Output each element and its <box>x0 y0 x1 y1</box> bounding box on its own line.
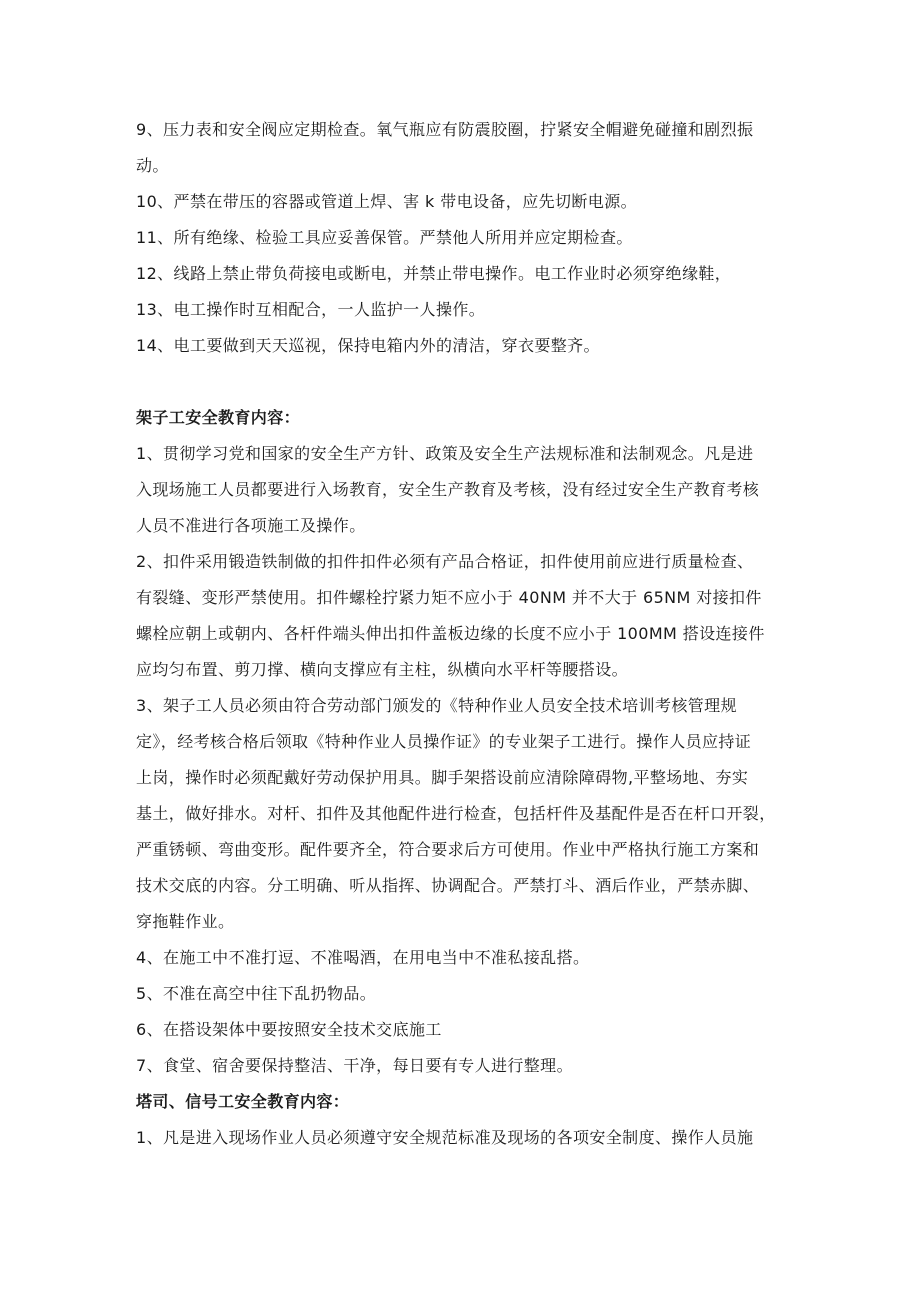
paragraph-line: 3、架子工人员必须由符合劳动部门颁发的《特种作业人员安全技术培训考核管理规 <box>136 696 737 715</box>
paragraph-line: 入现场施工人员都要进行入场教育，安全生产教育及考核，没有经过安全生产教育考核 <box>136 480 760 499</box>
paragraph-line: 1、贯彻学习党和国家的安全生产方针、政策及安全生产法规标准和法制观念。凡是进 <box>136 444 754 463</box>
paragraph-line: 4、在施工中不准打逗、不准喝酒，在用电当中不准私接乱搭。 <box>136 948 590 967</box>
paragraph-line: 10、严禁在带压的容器或管道上焊、害 k 带电设备，应先切断电源。 <box>136 192 637 211</box>
section-heading: 架子工安全教育内容： <box>136 408 301 427</box>
paragraph-line: 12、线路上禁止带负荷接电或断电，并禁止带电操作。电工作业时必须穿绝缘鞋， <box>136 264 732 283</box>
paragraph-line: 有裂缝、变形严禁使用。扣件螺栓拧紧力矩不应小于 40NM 并不大于 65NM 对接扣件 <box>136 588 762 607</box>
paragraph-line: 7、食堂、宿舍要保持整洁、干净，每日要有专人进行整理。 <box>136 1056 573 1075</box>
paragraph-line: 人员不准进行各项施工及操作。 <box>136 516 366 535</box>
paragraph-line: 动。 <box>136 156 169 175</box>
blank-line <box>136 364 800 400</box>
scaffolder-section <box>136 400 800 1084</box>
crane-signal-section <box>136 1084 800 1156</box>
document-page <box>136 112 800 1156</box>
paragraph-line: 1、凡是进入现场作业人员必须遵守安全规范标准及现场的各项安全制度、操作人员施 <box>136 1128 754 1147</box>
paragraph-line: 上岗，操作时必须配戴好劳动保护用具。脚手架搭设前应清除障碍物,平整场地、夯实 <box>136 768 749 787</box>
paragraph-line: 9、压力表和安全阀应定期检查。氧气瓶应有防震胶圈，拧紧安全帽避免碰撞和剧烈振 <box>136 120 754 139</box>
paragraph-line: 2、扣件采用锻造铁制做的扣件扣件必须有产品合格证，扣件使用前应进行质量检查、 <box>136 552 754 571</box>
paragraph-line: 基土，做好排水。对杆、扣件及其他配件进行检查，包括杆件及基配件是否在杆口开裂， <box>136 804 776 823</box>
paragraph-line: 13、电工操作时互相配合，一人监护一人操作。 <box>136 300 486 319</box>
paragraph-line: 6、在搭设架体中要按照安全技术交底施工 <box>136 1020 442 1039</box>
paragraph-line: 11、所有绝缘、检验工具应妥善保管。严禁他人所用并应定期检查。 <box>136 228 633 247</box>
section-heading: 塔司、信号工安全教育内容： <box>136 1092 350 1111</box>
paragraph-line: 螺栓应朝上或朝内、各杆件端头伸出扣件盖板边缘的长度不应小于 100MM 搭设连接件 <box>136 624 765 643</box>
paragraph-line: 严重锈顿、弯曲变形。配件要齐全，符合要求后方可使用。作业中严格执行施工方案和 <box>136 840 760 859</box>
paragraph-line: 技术交底的内容。分工明确、听从指挥、协调配合。严禁打斗、酒后作业，严禁赤脚、 <box>136 876 760 895</box>
paragraph-line: 定》，经考核合格后领取《特种作业人员操作证》的专业架子工进行。操作人员应持证 <box>136 732 752 751</box>
paragraph-line: 5、不准在高空中往下乱扔物品。 <box>136 984 377 1003</box>
electrician-rules-section <box>136 112 800 364</box>
paragraph-line: 应均匀布置、剪刀撑、横向支撑应有主柱，纵横向水平杆等腰搭设。 <box>136 660 629 679</box>
paragraph-line: 穿拖鞋作业。 <box>136 912 235 931</box>
paragraph-line: 14、电工要做到天天巡视，保持电箱内外的清洁，穿衣要整齐。 <box>136 336 600 355</box>
